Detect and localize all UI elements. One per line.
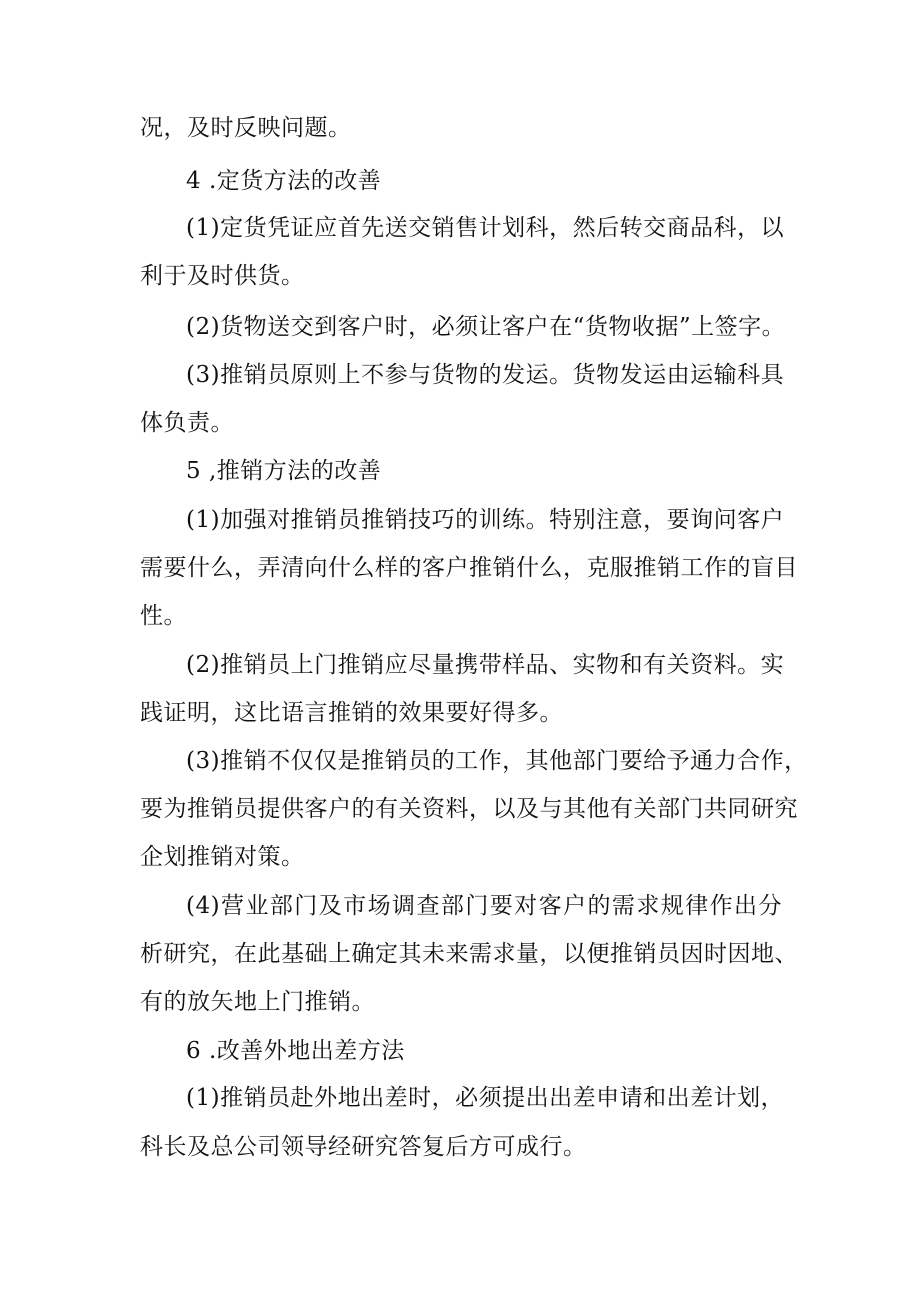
item-5-4-line-2: 析研究，在此基础上确定其未来需求量，以便推销员因时因地、 — [140, 941, 798, 967]
item-4-2-line-1: (2)货物送交到客户时，必须让客户在“货物收据”上签字。 — [186, 314, 786, 340]
section-heading-4: 4 .定货方法的改善 — [186, 168, 382, 194]
item-5-4-line-3: 有的放矢地上门推销。 — [140, 989, 375, 1015]
item-5-2-line-2: 践证明，这比语言推销的效果要好得多。 — [140, 700, 563, 726]
item-6-1-line-1: (1)推销员赴外地出差时，必须提出出差申请和出差计划， — [186, 1085, 785, 1111]
item-5-3-line-3: 企划推销对策。 — [140, 844, 305, 870]
section-heading-5: 5 ,推销方法的改善 — [186, 458, 382, 484]
text-line-1: 况，及时反映问题。 — [140, 115, 352, 141]
item-6-1-line-2: 科长及总公司领导经研究答复后方可成行。 — [140, 1134, 587, 1160]
item-4-1-line-2: 利于及时供货。 — [140, 263, 305, 289]
item-5-1-line-3: 性。 — [140, 603, 187, 629]
section-heading-6: 6 .改善外地出差方法 — [186, 1038, 405, 1064]
item-4-1-line-1: (1)定货凭证应首先送交销售计划科，然后转交商品科，以 — [186, 215, 785, 241]
item-5-4-line-1: (4)营业部门及市场调查部门要对客户的需求规律作出分 — [186, 893, 782, 919]
item-5-1-line-2: 需要什么，弄清向什么样的客户推销什么，克服推销工作的盲目 — [140, 555, 798, 581]
item-5-3-line-1: (3)推销不仅仅是推销员的工作，其他部门要给予通力合作， — [186, 748, 808, 774]
item-5-1-line-1: (1)加强对推销员推销技巧的训练。特别注意，要询问客户 — [186, 507, 785, 533]
item-5-2-line-1: (2)推销员上门推销应尽量携带样品、实物和有关资料。实 — [186, 652, 785, 678]
item-5-3-line-2: 要为推销员提供客户的有关资料，以及与其他有关部门共同研究 — [140, 796, 798, 822]
item-4-3-line-1: (3)推销员原则上不参与货物的发运。货物发运由运输科具 — [186, 362, 785, 388]
item-4-3-line-2: 体负责。 — [140, 410, 234, 436]
